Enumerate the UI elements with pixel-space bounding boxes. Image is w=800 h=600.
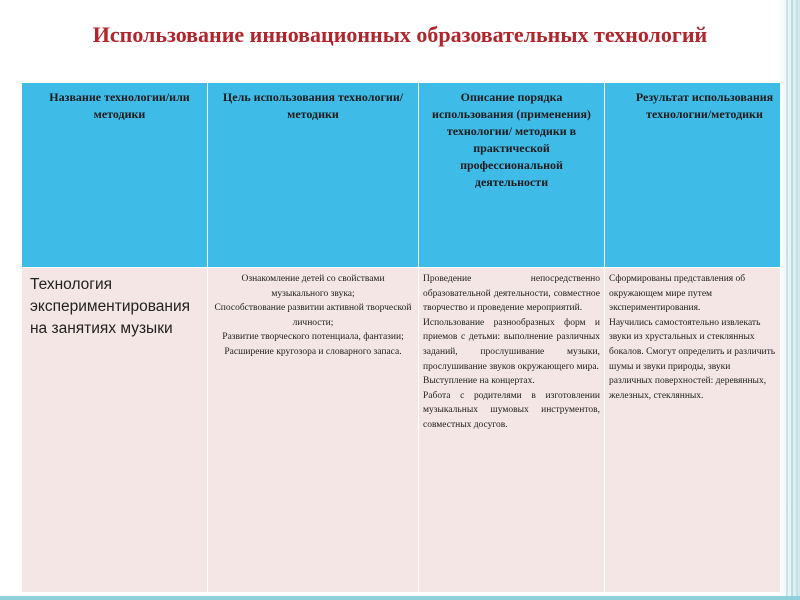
goal-line: Способствование развитии активной творческой личности; [214,303,412,328]
result-line: Сформированы представления об окружающем мире путем экспериментирования. [609,274,746,314]
header-procedure: Описание порядка использования (применения) технологии/ методики в практической профессиональной деятельности [419,83,605,268]
cell-goal [208,268,419,593]
decorative-side-stripes [778,0,800,600]
result-line: Научились самостоятельно извлекать звуки из хрустальных и стеклянных бокалов. Смогут определить и различить шумы и звуки природы, звуки различных поверхностей: деревянных, железных, стеклянных. [609,317,776,401]
header-technology-name: Название технологии/или методики [22,83,208,268]
goal-line: Расширение кругозора и словарного запаса. [224,346,402,357]
cell-result [605,268,781,593]
cell-procedure [419,268,605,593]
technology-table [21,82,781,593]
table-header-row [22,83,781,268]
procedure-line: Работа с родителями в изготовлении музыкальных шумовых инструментов, совместных досугов. [423,390,600,430]
goal-line: Ознакомление детей со свойствами музыкального звука; [241,274,385,299]
procedure-line: Выступление на концертах. [423,376,535,387]
procedure-line: Проведение непосредственно образовательной деятельности, совместное творчество и проведение мероприятий. [423,274,600,314]
cell-technology-name: Технология экспериментирования на занятиях музыки [22,268,208,593]
goal-line: Развитие творческого потенциала, фантазии; [222,332,404,343]
procedure-line: Использование разнообразных форм и приемов с детьми: выполнение различных заданий, прослушивание музыки, прослушивание звуков окружающего мира. [423,317,600,372]
header-goal: Цель использования технологии/методики [208,83,419,268]
decorative-bottom-line [0,596,800,600]
header-result: Результат использования технологии/методики [605,83,781,268]
table-row [22,268,781,593]
slide-title: Использование инновационных образовательных технологий [92,22,708,47]
